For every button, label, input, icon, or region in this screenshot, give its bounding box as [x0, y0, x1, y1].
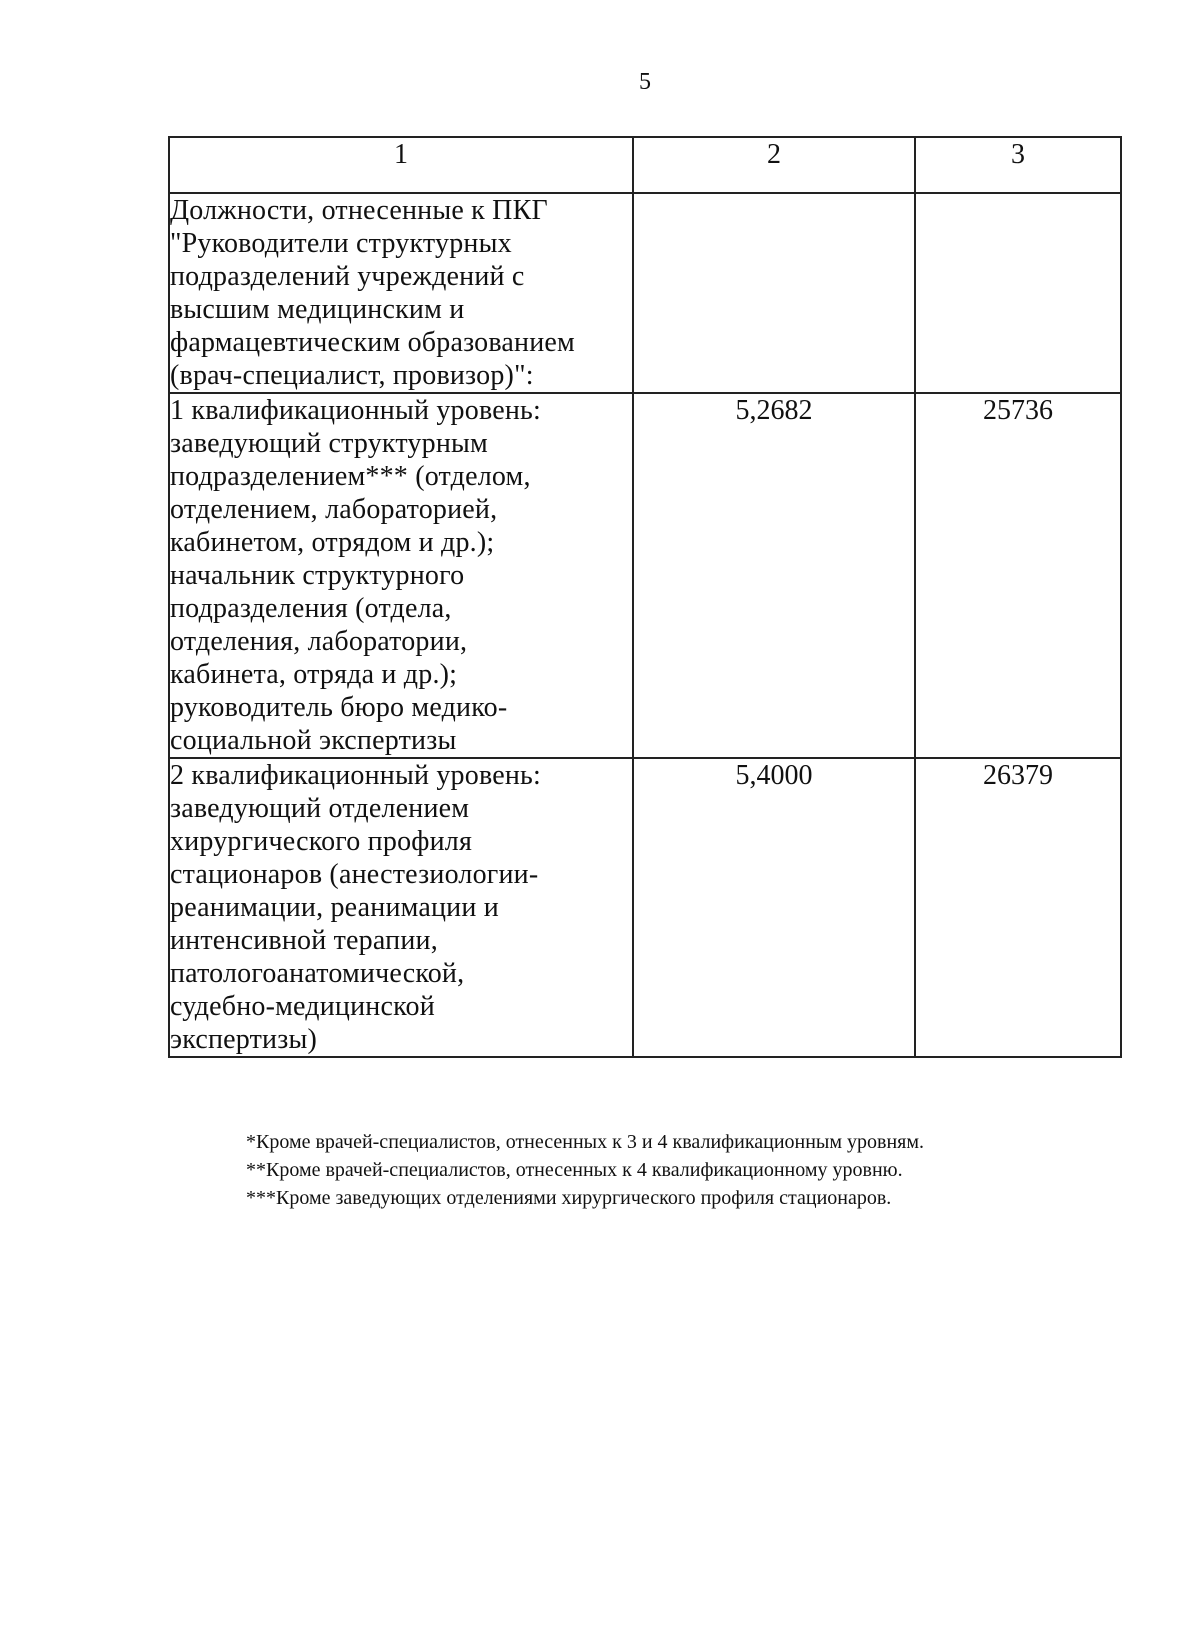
coefficient-cell	[633, 193, 915, 393]
table-row	[169, 758, 1121, 1057]
column-header-3: 3	[915, 137, 1121, 193]
qualification-level-1-description: 1 квалификационный уровень: заведующий структурным подразделением*** (отделом, отделением, лабораторией, кабинетом, отрядом и др.); начальник структурного подразделения (отдела, отделения, лаборатории, кабинета, отряда и др.); руководитель бюро медико- социальной экспертизы	[169, 393, 633, 758]
table-row	[169, 193, 1121, 393]
coefficient-cell: 5,4000	[633, 758, 915, 1057]
page-number: 5	[639, 69, 651, 95]
salary-cell: 25736	[915, 393, 1121, 758]
column-header-2: 2	[633, 137, 915, 193]
column-header-1: 1	[169, 137, 633, 193]
footnote: **Кроме врачей-специалистов, отнесенных к 4 квалификационному уровню.	[246, 1159, 903, 1181]
footnotes	[246, 1128, 1116, 1212]
coefficient-cell: 5,2682	[633, 393, 915, 758]
qualification-level-2-description: 2 квалификационный уровень: заведующий отделением хирургического профиля стационаров (анестезиологии- реанимации, реанимации и интенсивной терапии, патологоанатомической, судебно-медицинской экспертизы)	[169, 758, 633, 1057]
salary-cell	[915, 193, 1121, 393]
position-group-title: Должности, отнесенные к ПКГ "Руководители структурных подразделений учреждений с высшим медицинским и фармацевтическим образованием (врач-специалист, провизор)":	[169, 193, 633, 393]
footnote: *Кроме врачей-специалистов, отнесенных к 3 и 4 квалификационным уровням.	[246, 1131, 925, 1153]
footnote: ***Кроме заведующих отделениями хирургического профиля стационаров.	[246, 1187, 892, 1209]
table-header-row	[169, 137, 1121, 193]
table-row	[169, 393, 1121, 758]
positions-table	[168, 136, 1122, 1058]
salary-cell: 26379	[915, 758, 1121, 1057]
